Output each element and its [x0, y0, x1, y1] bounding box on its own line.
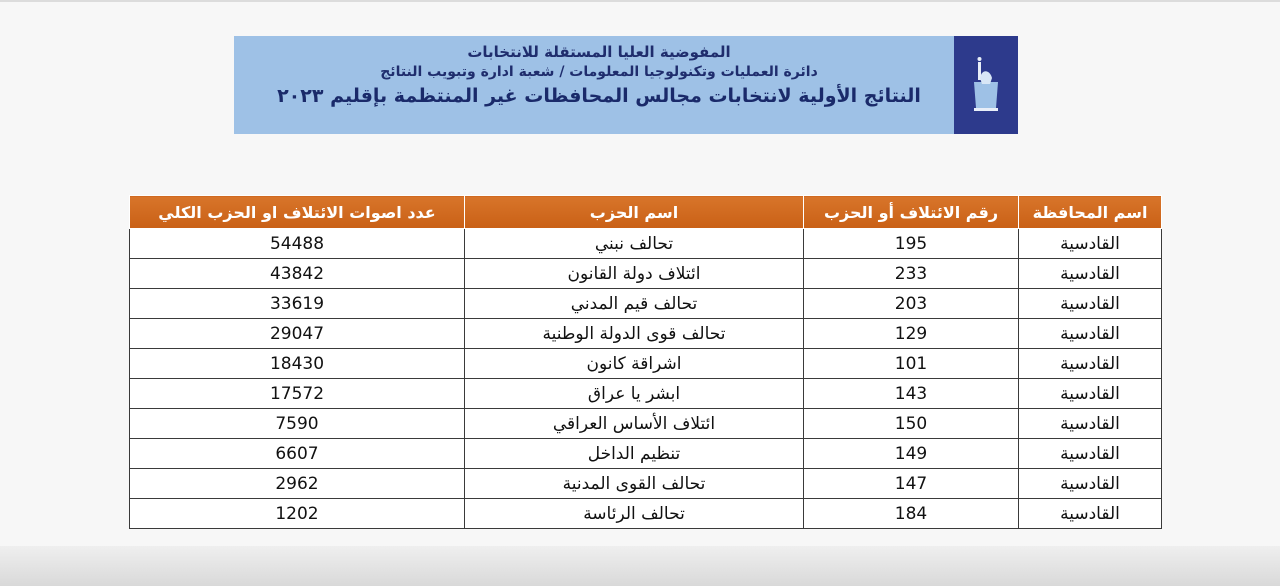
table-row: [130, 469, 1162, 499]
party-name-cell: تحالف القوى المدنية: [465, 469, 804, 499]
party-name-cell: ائتلاف دولة القانون: [465, 259, 804, 289]
party-name-cell: تنظيم الداخل: [465, 439, 804, 469]
party-number-cell: 233: [804, 259, 1019, 289]
governorate-cell: القادسية: [1019, 379, 1162, 409]
votes-cell: 6607: [130, 439, 465, 469]
votes-cell: 29047: [130, 319, 465, 349]
table-row: [130, 319, 1162, 349]
party-name-cell: اشراقة كانون: [465, 349, 804, 379]
party-name-cell: تحالف قيم المدني: [465, 289, 804, 319]
header-banner: [234, 36, 1018, 134]
governorate-cell: القادسية: [1019, 409, 1162, 439]
results-table: [129, 195, 1162, 529]
governorate-cell: القادسية: [1019, 499, 1162, 529]
governorate-cell: القادسية: [1019, 289, 1162, 319]
party-number-cell: 149: [804, 439, 1019, 469]
table-row: [130, 379, 1162, 409]
table-row: [130, 259, 1162, 289]
party-number-cell: 184: [804, 499, 1019, 529]
votes-cell: 54488: [130, 229, 465, 259]
table-row: [130, 499, 1162, 529]
column-header-number: رقم الائتلاف أو الحزب: [804, 196, 1019, 229]
governorate-cell: القادسية: [1019, 229, 1162, 259]
governorate-cell: القادسية: [1019, 259, 1162, 289]
party-number-cell: 147: [804, 469, 1019, 499]
governorate-cell: القادسية: [1019, 319, 1162, 349]
page-title: النتائج الأولية لانتخابات مجالس المحافظات غير المنتظمة بإقليم ٢٠٢٣: [277, 85, 921, 107]
table-row: [130, 349, 1162, 379]
column-header-governorate: اسم المحافظة: [1019, 196, 1162, 229]
department-name: دائرة العمليات وتكنولوجيا المعلومات / شعبة ادارة وتبويب النتائج: [380, 64, 818, 80]
column-header-votes: عدد اصوات الائتلاف او الحزب الكلي: [130, 196, 465, 229]
party-number-cell: 195: [804, 229, 1019, 259]
votes-cell: 33619: [130, 289, 465, 319]
table-header-row: [130, 196, 1162, 229]
table-row: [130, 289, 1162, 319]
governorate-cell: القادسية: [1019, 469, 1162, 499]
party-name-cell: تحالف نبني: [465, 229, 804, 259]
votes-cell: 2962: [130, 469, 465, 499]
table-row: [130, 409, 1162, 439]
governorate-cell: القادسية: [1019, 349, 1162, 379]
party-number-cell: 203: [804, 289, 1019, 319]
table-row: [130, 439, 1162, 469]
party-number-cell: 143: [804, 379, 1019, 409]
votes-cell: 7590: [130, 409, 465, 439]
party-number-cell: 129: [804, 319, 1019, 349]
party-name-cell: ابشر يا عراق: [465, 379, 804, 409]
ballot-box-icon: [964, 48, 1008, 122]
column-header-party: اسم الحزب: [465, 196, 804, 229]
commission-logo: [954, 36, 1018, 134]
votes-cell: 17572: [130, 379, 465, 409]
party-name-cell: تحالف قوى الدولة الوطنية: [465, 319, 804, 349]
votes-cell: 1202: [130, 499, 465, 529]
header-text: [254, 42, 944, 110]
party-number-cell: 101: [804, 349, 1019, 379]
bottom-band: [0, 546, 1280, 586]
governorate-cell: القادسية: [1019, 439, 1162, 469]
top-divider: [0, 0, 1280, 2]
commission-name: المفوضية العليا المستقلة للانتخابات: [467, 43, 731, 61]
votes-cell: 18430: [130, 349, 465, 379]
party-number-cell: 150: [804, 409, 1019, 439]
party-name-cell: تحالف الرئاسة: [465, 499, 804, 529]
results-table-container: [129, 195, 1148, 529]
votes-cell: 43842: [130, 259, 465, 289]
table-row: [130, 229, 1162, 259]
party-name-cell: ائتلاف الأساس العراقي: [465, 409, 804, 439]
